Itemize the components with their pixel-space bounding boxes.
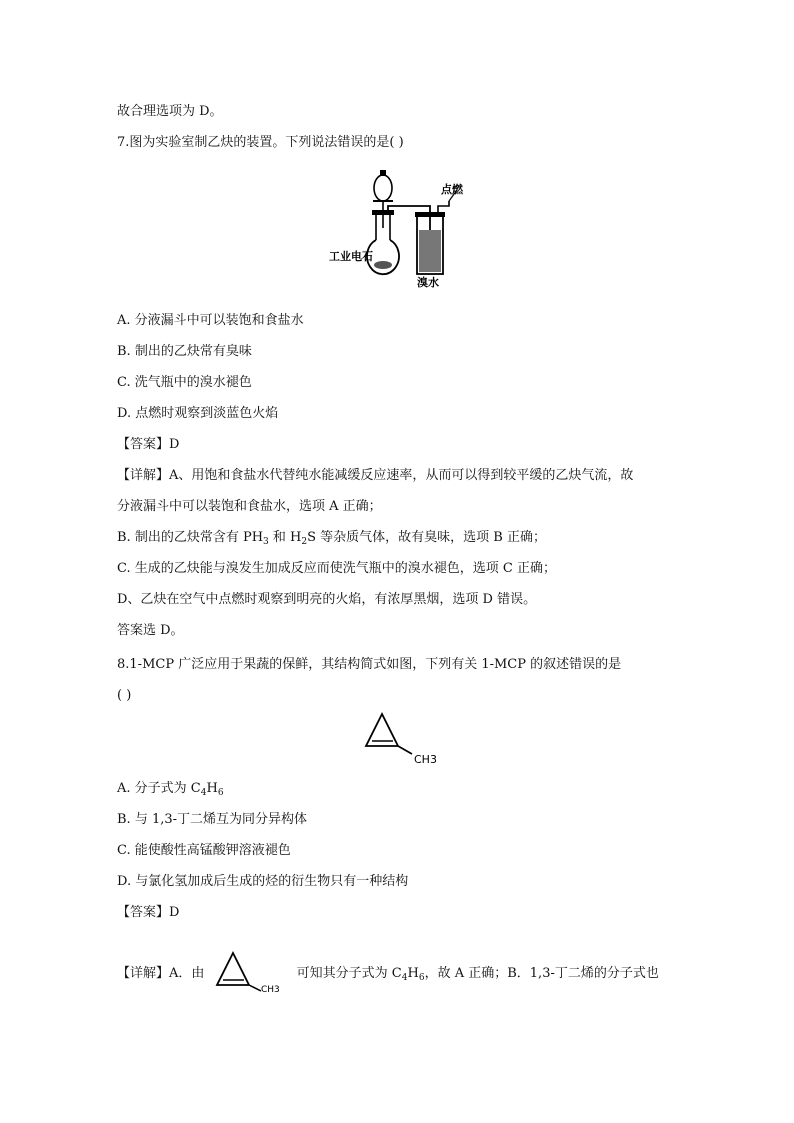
q7-option-c: C. 洗气瓶中的溴水褪色 — [117, 375, 252, 390]
q8-explanation: 【详解】A．由 CH3 可知其分子式为 $C_4H_6$，故 A 正确；B．1,3-丁二烯的分子式也 — [117, 951, 659, 993]
q8-option-b: B. 与 1,3-丁二烯互为同分异构体 — [117, 812, 308, 827]
inline-label-ch3: CH3 — [260, 985, 280, 993]
q7-option-d: D. 点燃时观察到淡蓝色火焰 — [117, 406, 279, 421]
mcp-structure-figure — [360, 708, 450, 768]
q7-answer: 【答案】D — [117, 437, 180, 452]
label-bromine-water: 溴水 — [417, 276, 439, 288]
q8-answer: 【答案】D — [117, 905, 180, 920]
q7-option-a: A. 分液漏斗中可以装饱和食盐水 — [117, 313, 304, 328]
label-industrial-carbide: 工业电石 — [329, 250, 373, 263]
q7-explanation-line-2: 分液漏斗中可以装饱和食盐水，选项 A 正确； — [117, 499, 382, 514]
q7-final-answer: 答案选 D。 — [117, 623, 184, 638]
acetylene-apparatus-figure — [325, 168, 475, 288]
mcp-inline-structure — [209, 951, 293, 993]
q8-option-d: D. 与氯化氢加成后生成的烃的衍生物只有一种结构 — [117, 874, 409, 889]
label-ch3: CH3 — [414, 753, 437, 766]
q7-explanation-d: D、乙炔在空气中点燃时观察到明亮的火焰，有浓厚黑烟，选项 D 错误。 — [117, 592, 537, 607]
q7-explanation-b: B. 制出的乙炔常含有 $PH_3$ 和 $H_2S$ 等杂质气体，故有臭味，选项 B 正确； — [117, 530, 546, 547]
q7-explanation-c: C. 生成的乙炔能与溴发生加成反应而使洗气瓶中的溴水褪色，选项 C 正确； — [117, 561, 556, 576]
label-ignite: 点燃 — [441, 183, 463, 196]
previous-conclusion: 故合理选项为 D。 — [117, 104, 223, 119]
q8-stem: 8.1-MCP 广泛应用于果蔬的保鲜，其结构简式如图，下列有关 1-MCP 的叙述错误的是 — [117, 657, 622, 672]
q7-option-b: B. 制出的乙炔常有臭味 — [117, 344, 252, 359]
q8-stem-paren: ( ) — [117, 688, 132, 703]
q7-stem: 7.图为实验室制乙炔的装置。下列说法错误的是( ) — [117, 135, 404, 150]
q8-option-a: A. 分子式为 $C_4H_6$ — [117, 781, 224, 798]
q8-option-c: C. 能使酸性高锰酸钾溶液褪色 — [117, 843, 291, 858]
q7-explanation-line-1: 【详解】A、用饱和食盐水代替纯水能减缓反应速率，从而可以得到较平缓的乙炔气流，故 — [117, 468, 634, 483]
